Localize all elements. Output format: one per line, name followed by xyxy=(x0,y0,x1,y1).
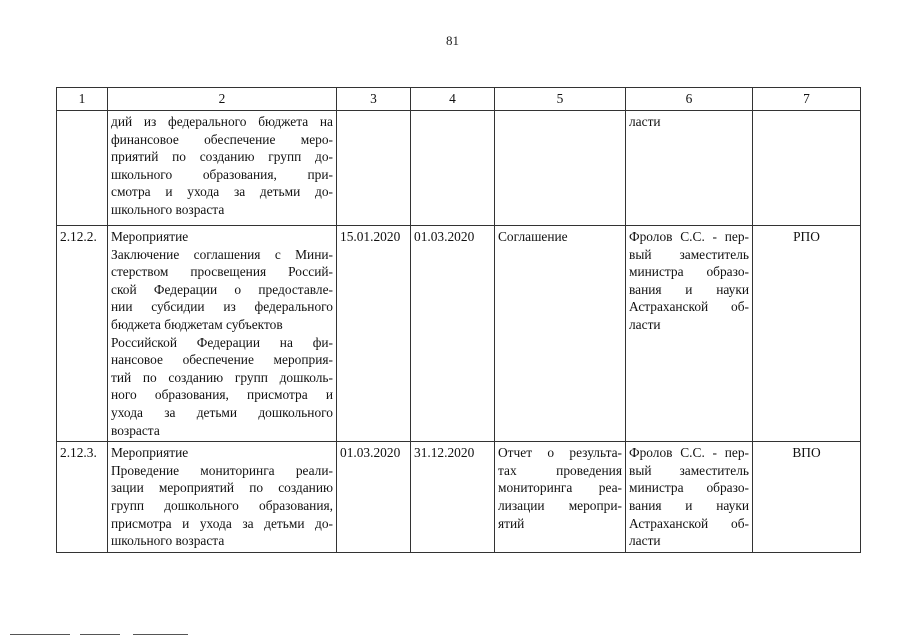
start-date-cell xyxy=(337,111,411,226)
page-number: 81 xyxy=(446,33,459,48)
code-cell xyxy=(753,111,861,226)
result-cell xyxy=(495,226,626,442)
text-line: вания и науки xyxy=(629,497,749,513)
description-cell xyxy=(108,442,337,553)
item-number-cell xyxy=(57,111,108,226)
end-date-cell: 31.12.2020 xyxy=(411,442,495,553)
column-header: 3 xyxy=(337,88,411,111)
scan-mark xyxy=(80,634,120,635)
text-line: Соглашение xyxy=(498,229,568,244)
text-line: ласти xyxy=(629,316,661,332)
text-line: Российской Федерации на фи- xyxy=(111,334,333,350)
plan-table xyxy=(56,87,861,553)
text-line: лизации меропри- xyxy=(498,497,622,513)
text-line: школьного возраста xyxy=(111,533,225,549)
text-line: школьного образования, при- xyxy=(111,166,333,182)
table-row xyxy=(57,442,861,553)
code-cell: РПО xyxy=(753,226,861,442)
text-line: Астраханской об- xyxy=(629,515,749,531)
text-line: зации мероприятий по созданию xyxy=(111,480,333,496)
column-header: 2 xyxy=(108,88,337,111)
text-line: вый заместитель xyxy=(629,246,749,262)
code-cell: ВПО xyxy=(753,442,861,553)
scan-mark xyxy=(133,634,188,635)
text-line: приятий по созданию групп до- xyxy=(111,149,333,165)
text-line: Отчет о результа- xyxy=(498,445,622,461)
responsible-cell xyxy=(626,442,753,553)
text-line: министра образо- xyxy=(629,480,749,496)
item-number-cell: 2.12.3. xyxy=(57,442,108,553)
text-line: Проведение мониторинга реали- xyxy=(111,462,333,478)
text-line: бюджета бюджетам субъектов xyxy=(111,316,283,332)
table-row xyxy=(57,111,861,226)
end-date-cell xyxy=(411,111,495,226)
text-line: смотра и ухода за детьми до- xyxy=(111,184,333,200)
header-row xyxy=(57,88,861,111)
description-cell xyxy=(108,111,337,226)
column-header: 7 xyxy=(753,88,861,111)
text-line: тий по созданию групп дошколь- xyxy=(111,369,333,385)
text-line: финансовое обеспечение меро- xyxy=(111,131,333,147)
column-header: 1 xyxy=(57,88,108,111)
start-date-cell: 01.03.2020 xyxy=(337,442,411,553)
text-line: нии субсидии из федерального xyxy=(111,299,333,315)
text-line: дий из федерального бюджета на xyxy=(111,114,333,129)
text-line: стерством просвещения Россий- xyxy=(111,264,333,280)
text-line: ской Федерации о предоставле- xyxy=(111,281,333,297)
text-line: Астраханской об- xyxy=(629,299,749,315)
text-line: Мероприятие xyxy=(111,445,189,461)
text-line: Фролов С.С. - пер- xyxy=(629,445,749,461)
text-line: мониторинга реа- xyxy=(498,480,622,496)
text-line: ласти xyxy=(629,533,661,549)
table-row xyxy=(57,226,861,442)
item-number-cell: 2.12.2. xyxy=(57,226,108,442)
responsible-cell xyxy=(626,226,753,442)
text-line: ласти xyxy=(629,114,661,129)
text-line: школьного возраста xyxy=(111,201,225,217)
text-line: ятий xyxy=(498,515,525,531)
text-line: министра образо- xyxy=(629,264,749,280)
text-line: вания и науки xyxy=(629,281,749,297)
scan-mark xyxy=(10,634,70,635)
column-header: 6 xyxy=(626,88,753,111)
text-line: групп дошкольного образования, xyxy=(111,497,333,513)
text-line: тах проведения xyxy=(498,462,622,478)
responsible-cell xyxy=(626,111,753,226)
text-line: Фролов С.С. - пер- xyxy=(629,229,749,244)
result-cell xyxy=(495,111,626,226)
start-date-cell: 15.01.2020 xyxy=(337,226,411,442)
text-line: ного образования, присмотра и xyxy=(111,387,333,403)
column-header: 4 xyxy=(411,88,495,111)
description-cell xyxy=(108,226,337,442)
text-line: вый заместитель xyxy=(629,462,749,478)
text-line: Мероприятие xyxy=(111,229,189,244)
text-line: возраста xyxy=(111,422,160,438)
text-line: нансовое обеспечение мероприя- xyxy=(111,352,333,368)
text-line: Заключение соглашения с Мини- xyxy=(111,246,333,262)
text-line: присмотра и ухода за детьми до- xyxy=(111,515,333,531)
text-line: ухода за детьми дошкольного xyxy=(111,404,333,420)
column-header: 5 xyxy=(495,88,626,111)
end-date-cell: 01.03.2020 xyxy=(411,226,495,442)
result-cell xyxy=(495,442,626,553)
